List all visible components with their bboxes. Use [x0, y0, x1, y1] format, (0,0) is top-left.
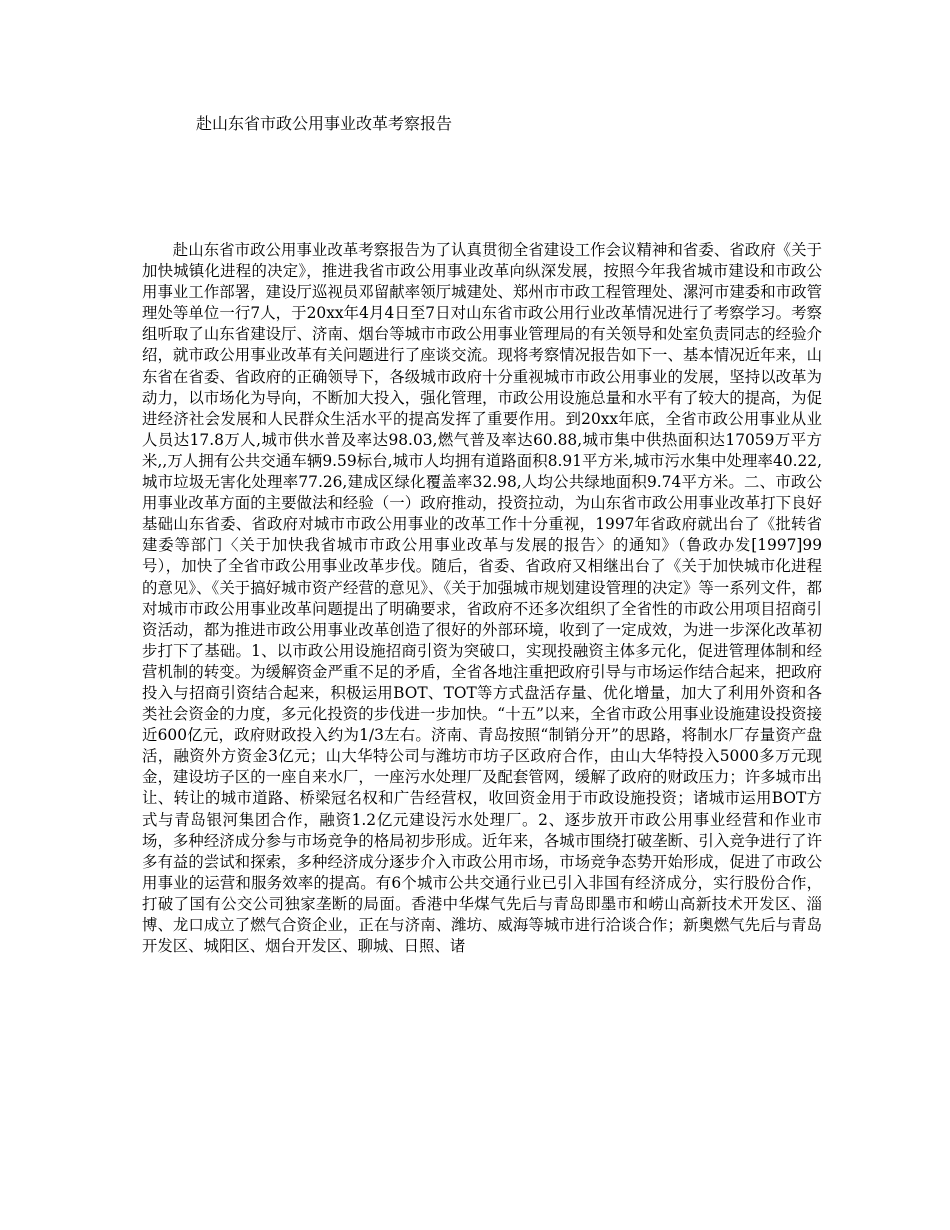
document-title: 赴山东省市政公用事业改革考察报告 [196, 114, 453, 133]
document-body-paragraph: 赴山东省市政公用事业改革考察报告为了认真贯彻全省建设工作会议精神和省委、省政府《关于加快城镇化进程的决定》，推进我省市政公用事业改革向纵深发展，按照今年我省城市建设和市政公用事业工作部署，建设厅巡视员邓留献率领厅城建处、郑州市市政工程管理处、漯河市建委和市政管理处等单位一行7人，于20xx年4月4日至7日对山东省市政公用行业改革情况进行了考察学习。考察组听取了山东省建设厅、济南、烟台等城市市政公用事业管理局的有关领导和处室负责同志的经验介绍，就市政公用事业改革有关问题进行了座谈交流。现将考察情况报告如下一、基本情况近年来，山东省在省委、省政府的正确领导下，各级城市政府十分重视城市市政公用事业的发展，坚持以改革为动力，以市场化为导向，不断加大投入，强化管理，市政公用设施总量和水平有了较大的提高，为促进经济社会发展和人民群众生活水平的提高发挥了重要作用。到20xx年底，全省市政公用事业从业人员达17.8万人,城市供水普及率达98.03,燃气普及率达60.88,城市集中供热面积达17059万平方米,,万人拥有公共交通车辆9.59标台,城市人均拥有道路面积8.91平方米,城市污水集中处理率40.22,城市垃圾无害化处理率77.26,建成区绿化覆盖率32.98,人均公共绿地面积9.74平方米。二、市政公用事业改革方面的主要做法和经验（一）政府推动，投资拉动，为山东省市政公用事业改革打下良好基础山东省委、省政府对城市市政公用事业的改革工作十分重视，1997年省政府就出台了《批转省建委等部门〈关于加快我省城市市政公用事业改革与发展的报告〉的通知》（鲁政办发[1997]99号），加快了全省市政公用事业改革步伐。随后，省委、省政府又相继出台了《关于加快城市化进程的意见》、《关于搞好城市资产经营的意见》、《关于加强城市规划建设管理的决定》等一系列文件，都对城市市政公用事业改革问题提出了明确要求，省政府不还多次组织了全省性的市政公用项目招商引资活动，都为推进市政公用事业改革创造了很好的外部环境，收到了一定成效，为进一步深化改革初步打下了基础。1、以市政公用设施招商引资为突破口，实现投融资主体多元化，促进管理体制和经营机制的转变。为缓解资金严重不足的矛盾，全省各地注重把政府引导与市场运作结合起来，把政府投入与招商引资结合起来，积极运用BOT、TOT等方式盘活存量、优化增量，加大了利用外资和各类社会资金的力度，多元化投资的步伐进一步加快。“十五”以来，全省市政公用事业设施建设投资接近600亿元，政府财政投入约为1/3左右。济南、青岛按照“制销分开”的思路，将制水厂存量资产盘活，融资外方资金3亿元；山大华特公司与潍坊市坊子区政府合作，由山大华特投入5000多万元现金，建设坊子区的一座自来水厂，一座污水处理厂及配套管网，缓解了政府的财政压力；许多城市出让、转让的城市道路、桥梁冠名权和广告经营权，收回资金用于市政设施投资；诸城市运用BOT方式与青岛银河集团合作，融资1.2亿元建设污水处理厂。2、逐步放开市政公用事业经营和作业市场，多种经济成分参与市场竞争的格局初步形成。近年来，各城市围绕打破垄断、引入竞争进行了许多有益的尝试和探索，多种经济成分逐步介入市政公用市场，市场竞争态势开始形成，促进了市政公用事业的运营和服务效率的提高。有6个城市公共交通行业已引入非国有经济成分，实行股份合作，打破了国有公交公司独家垄断的局面。香港中华煤气先后与青岛即墨市和崂山高新技术开发区、淄博、龙口成立了燃气合资企业，正在与济南、潍坊、威海等城市进行洽谈合作；新奥燃气先后与青岛开发区、城阳区、烟台开发区、聊城、日照、诸 [142, 241, 822, 956]
